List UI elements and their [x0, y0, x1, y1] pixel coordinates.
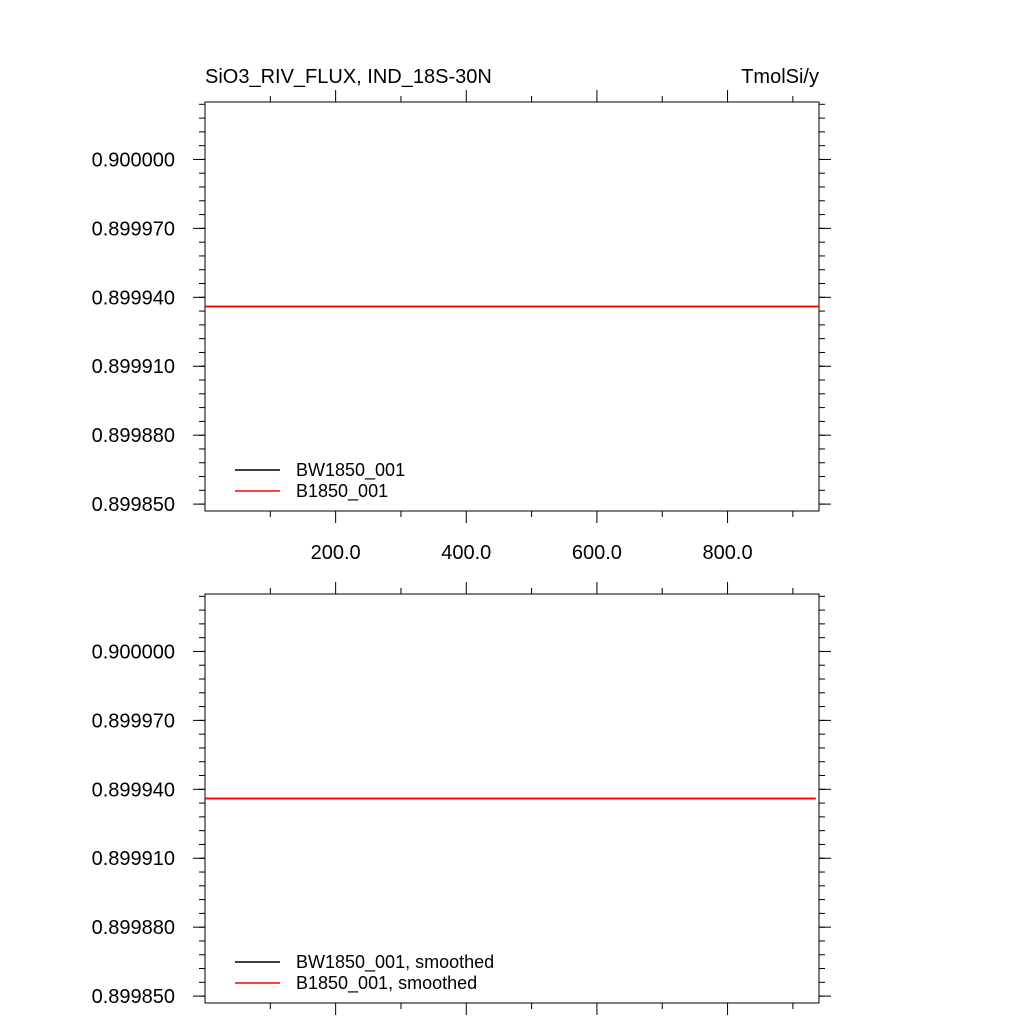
x-tick-label: 200.0: [310, 542, 361, 564]
top-panel: [92, 66, 831, 564]
x-tick-label: 600.0: [571, 542, 622, 564]
y-tick-label: 0.900000: [91, 149, 175, 172]
y-tick-label: 0.899910: [91, 848, 175, 871]
y-tick-label: 0.899940: [91, 779, 175, 802]
bottom-panel: [92, 582, 831, 1015]
x-tick-label: 400.0: [441, 542, 492, 564]
x-tick-label: 800.0: [702, 542, 753, 564]
y-tick-label: 0.899970: [91, 710, 175, 733]
chart-title-right: TmolSi/y: [741, 66, 819, 88]
y-tick-label: 0.899910: [91, 356, 175, 379]
y-tick-label: 0.899880: [91, 425, 175, 448]
y-tick-label: 0.899940: [91, 287, 175, 310]
y-tick-label: 0.899970: [91, 218, 175, 241]
chart-title-left: SiO3_RIV_FLUX, IND_18S-30N: [205, 66, 492, 88]
legend-label: B1850_001: [296, 481, 389, 501]
legend-label: B1850_001, smoothed: [296, 973, 478, 993]
y-tick-label: 0.899850: [91, 494, 175, 517]
y-tick-label: 0.900000: [91, 641, 175, 664]
legend-label: BW1850_001: [296, 460, 406, 480]
y-tick-label: 0.899850: [91, 986, 175, 1009]
y-tick-label: 0.899880: [91, 917, 175, 940]
legend-label: BW1850_001, smoothed: [296, 952, 495, 972]
